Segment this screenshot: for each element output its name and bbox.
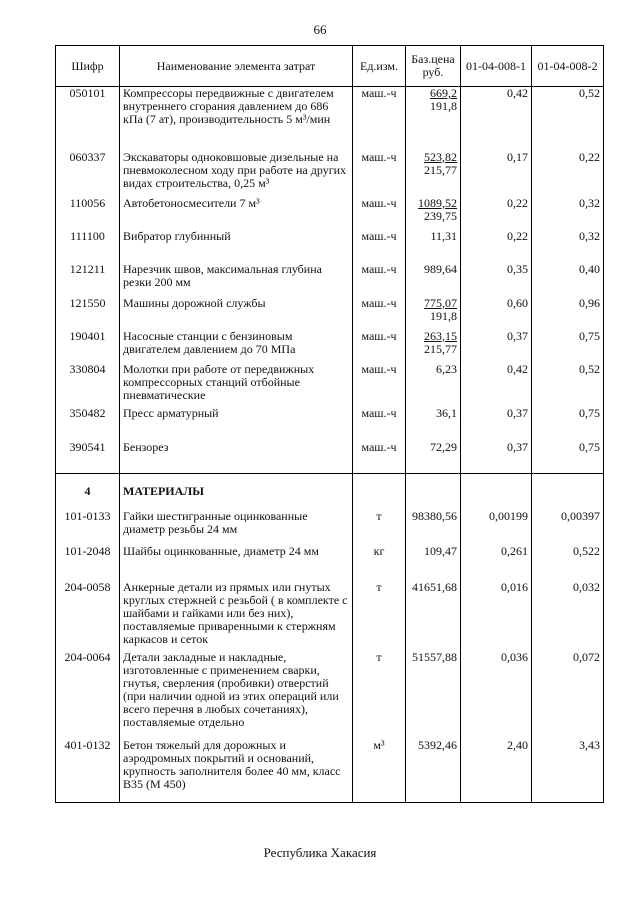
row-price: [406, 407, 461, 441]
row-unit: т: [353, 651, 406, 739]
row-value-1: 0,37: [461, 330, 532, 363]
price-main: 989,64: [424, 261, 457, 276]
row-value-1: 0,17: [461, 151, 532, 197]
price-sub: 191,8: [430, 308, 457, 323]
table-row: [56, 510, 604, 545]
price-sub: 215,77: [424, 162, 457, 177]
row-name: Нарезчик швов, максимальная глубина резки 200 мм: [120, 263, 353, 297]
table-row: [56, 230, 604, 263]
header-col1: 01-04-008-1: [461, 46, 532, 87]
table-row: [56, 297, 604, 330]
header-name: Наименование элемента затрат: [120, 46, 353, 87]
price-main: 775,07: [424, 295, 457, 310]
table-row: [56, 651, 604, 739]
header-col2: 01-04-008-2: [532, 46, 604, 87]
row-price: [406, 263, 461, 297]
row-name: Бетон тяжелый для дорожных и аэродромных покрытий и оснований, крупность заполнителя более 40 мм, класс В35 (М 450): [120, 739, 353, 803]
table-body: [56, 87, 604, 803]
row-value-1: 2,40: [461, 739, 532, 803]
row-value-1: 0,036: [461, 651, 532, 739]
row-value-2: 0,52: [532, 363, 604, 407]
price-sub: 191,8: [430, 99, 457, 113]
row-name: Бензорез: [120, 441, 353, 474]
row-code: 401-0132: [56, 739, 120, 803]
row-price: [406, 330, 461, 363]
header-price: Баз.цена руб.: [406, 46, 461, 87]
row-value-2: 0,75: [532, 407, 604, 441]
price-main: 6,23: [436, 361, 457, 376]
row-code: 121550: [56, 297, 120, 330]
row-code: 110056: [56, 197, 120, 230]
row-unit: маш.-ч: [353, 151, 406, 197]
row-code: 060337: [56, 151, 120, 197]
row-value-1: 0,261: [461, 545, 532, 581]
row-value-2: 0,40: [532, 263, 604, 297]
row-name: Детали закладные и накладные, изготовленные с применением сварки, гнутья, сверления (пробивки) отверстий (при наличии одной из этих операций или всего перечня в любых сочетаниях), поставляемые отдельно: [120, 651, 353, 739]
row-unit: кг: [353, 545, 406, 581]
row-value-2: 0,52: [532, 87, 604, 151]
row-unit: м³: [353, 739, 406, 803]
row-unit: маш.-ч: [353, 87, 406, 151]
row-unit: маш.-ч: [353, 197, 406, 230]
table-row: [56, 263, 604, 297]
row-value-1: 0,35: [461, 263, 532, 297]
empty-cell: [532, 474, 604, 510]
row-unit: маш.-ч: [353, 330, 406, 363]
row-code: 111100: [56, 230, 120, 263]
row-name: Экскаваторы одноковшовые дизельные на пневмоколесном ходу при работе на других видах строительства, 0,25 м³: [120, 151, 353, 197]
row-price: 109,47: [406, 545, 461, 581]
row-code: 350482: [56, 407, 120, 441]
row-price: [406, 441, 461, 474]
row-name: Гайки шестигранные оцинкованные диаметр резьбы 24 мм: [120, 510, 353, 545]
row-value-2: 0,75: [532, 330, 604, 363]
row-name: Шайбы оцинкованные, диаметр 24 мм: [120, 545, 353, 581]
row-code: 050101: [56, 87, 120, 151]
row-value-1: 0,00199: [461, 510, 532, 545]
row-code: 121211: [56, 263, 120, 297]
header-code: Шифр: [56, 46, 120, 87]
table-row: [56, 197, 604, 230]
row-price: [406, 151, 461, 197]
row-name: Компрессоры передвижные с двигателем внутреннего сгорания давлением до 686 кПа (7 ат), производительность 5 м³/мин: [120, 87, 353, 151]
cost-table: [55, 45, 604, 803]
price-main: 523,82: [424, 149, 457, 164]
page-number: 66: [313, 22, 327, 37]
row-unit: маш.-ч: [353, 263, 406, 297]
row-value-1: 0,60: [461, 297, 532, 330]
row-code: 204-0064: [56, 651, 120, 739]
price-main: 263,15: [424, 328, 457, 343]
price-sub: 239,75: [424, 208, 457, 223]
row-value-1: 0,42: [461, 363, 532, 407]
row-value-2: 0,22: [532, 151, 604, 197]
row-value-2: 0,32: [532, 230, 604, 263]
price-main: 11,31: [430, 228, 457, 243]
row-unit: маш.-ч: [353, 441, 406, 474]
row-value-1: 0,22: [461, 197, 532, 230]
table-row: [56, 330, 604, 363]
row-unit: т: [353, 581, 406, 651]
row-price: [406, 87, 461, 151]
row-price: 5392,46: [406, 739, 461, 803]
row-code: 101-2048: [56, 545, 120, 581]
row-code: 390541: [56, 441, 120, 474]
row-value-2: 3,43: [532, 739, 604, 803]
row-unit: т: [353, 510, 406, 545]
row-code: 204-0058: [56, 581, 120, 651]
section-code: 4: [56, 474, 120, 510]
row-code: 190401: [56, 330, 120, 363]
row-price: 98380,56: [406, 510, 461, 545]
price-main: 1089,52: [418, 195, 457, 210]
empty-cell: [461, 474, 532, 510]
row-value-2: 0,522: [532, 545, 604, 581]
row-price: 41651,68: [406, 581, 461, 651]
row-name: Автобетоносмесители 7 м³: [120, 197, 353, 230]
row-unit: маш.-ч: [353, 297, 406, 330]
row-value-1: 0,37: [461, 407, 532, 441]
row-name: Насосные станции с бензиновым двигателем давлением до 70 МПа: [120, 330, 353, 363]
empty-cell: [353, 474, 406, 510]
header-unit: Ед.изм.: [353, 46, 406, 87]
table-row: [56, 441, 604, 474]
row-value-1: 0,22: [461, 230, 532, 263]
row-unit: маш.-ч: [353, 230, 406, 263]
row-price: 51557,88: [406, 651, 461, 739]
table-row: [56, 545, 604, 581]
row-price: [406, 363, 461, 407]
row-name: Анкерные детали из прямых или гнутых круглых стержней с резьбой ( в комплекте с шайбами и гайками или без них), поставляемые приваренными к стержням каркасов и сеток: [120, 581, 353, 651]
row-name: Молотки при работе от передвижных компрессорных станций отбойные пневматические: [120, 363, 353, 407]
section-title: МАТЕРИАЛЫ: [120, 474, 353, 510]
row-value-2: 0,96: [532, 297, 604, 330]
row-value-2: 0,032: [532, 581, 604, 651]
price-sub: 215,77: [424, 341, 457, 356]
footer-region: Республика Хакасия: [263, 845, 377, 860]
row-value-1: 0,016: [461, 581, 532, 651]
row-unit: маш.-ч: [353, 363, 406, 407]
row-name: Пресс арматурный: [120, 407, 353, 441]
row-price: [406, 197, 461, 230]
row-value-2: 0,32: [532, 197, 604, 230]
row-value-1: 0,37: [461, 441, 532, 474]
table-row: [56, 739, 604, 803]
row-value-2: 0,75: [532, 441, 604, 474]
row-value-2: 0,072: [532, 651, 604, 739]
price-main: 36,1: [436, 405, 457, 420]
row-code: 330804: [56, 363, 120, 407]
price-main: 72,29: [430, 439, 457, 454]
row-value-1: 0,42: [461, 87, 532, 151]
table-row: [56, 87, 604, 151]
row-unit: маш.-ч: [353, 407, 406, 441]
table-header-row: [56, 46, 604, 87]
row-code: 101-0133: [56, 510, 120, 545]
row-price: [406, 230, 461, 263]
row-name: Машины дорожной службы: [120, 297, 353, 330]
table-row: [56, 581, 604, 651]
row-name: Вибратор глубинный: [120, 230, 353, 263]
table-row: [56, 363, 604, 407]
price-main: 669,2: [430, 86, 457, 100]
table-row: [56, 407, 604, 441]
row-price: [406, 297, 461, 330]
empty-cell: [406, 474, 461, 510]
section-row: [56, 474, 604, 510]
row-value-2: 0,00397: [532, 510, 604, 545]
table-row: [56, 151, 604, 197]
